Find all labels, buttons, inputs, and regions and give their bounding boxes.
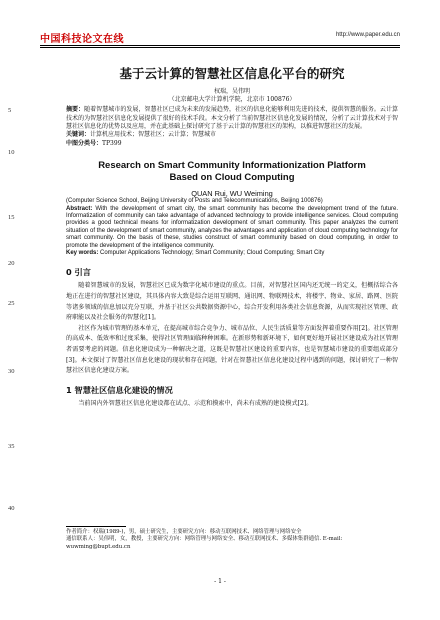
- title-english: [66, 160, 398, 184]
- abstract-chinese-label: 摘要：: [66, 106, 85, 114]
- line-number: 5: [8, 107, 12, 114]
- authors-english: QUAN Rui, WU Weiming: [191, 189, 273, 199]
- page-header: [40, 30, 400, 44]
- abstract-chinese: [66, 106, 398, 131]
- line-number: 40: [8, 505, 15, 512]
- clc-number: [66, 140, 398, 148]
- abstract-english-text: With the development of smart city, the smart community has become the development trend of the future. Informatization of community can take advantage of advanced technology to provide intelligence services. Cloud computing provides a good technical means for informatization development of smart community. This paper analyzes the current situation of the development of smart community, analyzes the advantages and application of cloud computing technology for smart community. On the basis of these, studies construct of smart community based on cloud computing, in order to promote the development of the intelligence community.: [66, 205, 398, 249]
- section-1-heading: 1 智慧社区信息化建设的情况: [66, 384, 173, 395]
- title-english-line1: Research on Smart Community Informationization Platform: [98, 160, 366, 172]
- keywords-chinese-label: 关键词：: [66, 131, 91, 139]
- authors-chinese: 权瑞，吴伟明: [213, 88, 250, 95]
- clc-value: TP399: [102, 139, 122, 147]
- section-intro-heading: 0 引言: [66, 267, 91, 278]
- line-number: 20: [8, 260, 15, 267]
- keywords-english-text: Computer Applications Technology; Smart Community; Cloud Computing; Smart City: [100, 250, 325, 257]
- section-intro-paragraph-1: 随着智慧城市的发展，智慧社区已成为数字化城市建设的重点。目前，对智慧社区国内还无统一的定义，但概括综合各地正在进行的智慧社区建设，其具体内容大致是综合运用互联网、通讯网、物联网技术，将楼宇、物业、家居、路网、医院等诸多领域的信息加以充分互联，并基于社区公共数据资源中心，综合开发利用各类社会信息资源，从而实现社区管理、政府职能以及社会服务的智慧化[1]。: [66, 282, 398, 322]
- affiliation-english: (Computer Science School, Beijing University of Posts and Telecommunications, Beijing 100876): [66, 198, 323, 205]
- footnote-corresponding-author: 通信联系人：吴伟明，女，教授，主要研究方向：网络管理与网络安全、移动互联网技术、多媒体集群通信. E-mail: wuwming@bupt.edu.cn: [66, 536, 343, 550]
- header-rule: [40, 45, 400, 48]
- footnote-rule: [66, 526, 126, 527]
- site-logo: 中国科技论文在线: [40, 34, 124, 45]
- title-english-line2: Based on Cloud Computing: [169, 172, 295, 184]
- page-number: - 1 -: [214, 578, 226, 585]
- section-intro-paragraph-2: 社区作为城市管理的基本单元，在提高城市综合竞争力、城市品位、人民生活质量等方面发挥着重要作用[2]。社区管理的高成本、低效率和过度采集，使得社区管理面临种种困难。在新形势和新环境下，如何更好地开展社区建设成为社区管理者需要考虑的问题。信息化建设成为一种解决之道，这既是智慧社区建设的重要内容，也是智慧城市建设的重要组成部分[3]。本文探讨了智慧社区信息化建设的现状和存在问题，针对在智慧社区信息化建设过程中遇到的问题，探讨研究了一种智慧社区信息化建设方案。: [66, 324, 398, 375]
- line-number: 30: [8, 368, 15, 375]
- section-1-paragraph-1: 当前国内外智慧社区信息化建设都在试点、示范和摸索中，尚未有成熟的建设模式[2]。: [78, 399, 313, 407]
- keywords-english: [66, 250, 398, 257]
- footnotes: [66, 529, 398, 551]
- line-number: 35: [8, 443, 15, 450]
- line-number: 10: [8, 149, 15, 156]
- keywords-chinese-text: 计算机应用技术；智慧社区；云计算；智慧城市: [90, 131, 217, 139]
- line-number: 25: [8, 300, 15, 307]
- abstract-english-label: Abstract:: [66, 205, 93, 212]
- title-chinese: 基于云计算的智慧社区信息化平台的研究: [119, 66, 345, 81]
- line-number: 15: [8, 214, 15, 221]
- abstract-chinese-text: 随着智慧城市的发展，智慧社区已成为未来的发展趋势，社区的信息化能够利用先进的技术，提供智慧的服务。云计算技术的为智慧社区信息化发展提供了很好的技术手段。本文分析了当前智慧社区信息化发展的情况，分析了云计算技术对于智慧社区信息化的优势以及应用，并在此基础上探讨研究了基于云计算的智慧社区的架构，以推进智慧社区的发展。: [66, 106, 398, 130]
- footnote-author-bio: 作者简介：权瑞(1989-)，男，硕士研究生，主要研究方向：移动互联网技术、网络管理与网络安全: [66, 529, 302, 535]
- keywords-chinese: [66, 131, 398, 139]
- abstract-english: [66, 206, 398, 250]
- paper-body: [66, 54, 398, 409]
- keywords-english-label: Key words:: [66, 250, 99, 257]
- site-url[interactable]: http://www.paper.edu.cn: [335, 32, 400, 38]
- affiliation-chinese: （北京邮电大学计算机学院，北京市 100876）: [168, 95, 296, 103]
- clc-label: 中图分类号：: [66, 139, 103, 147]
